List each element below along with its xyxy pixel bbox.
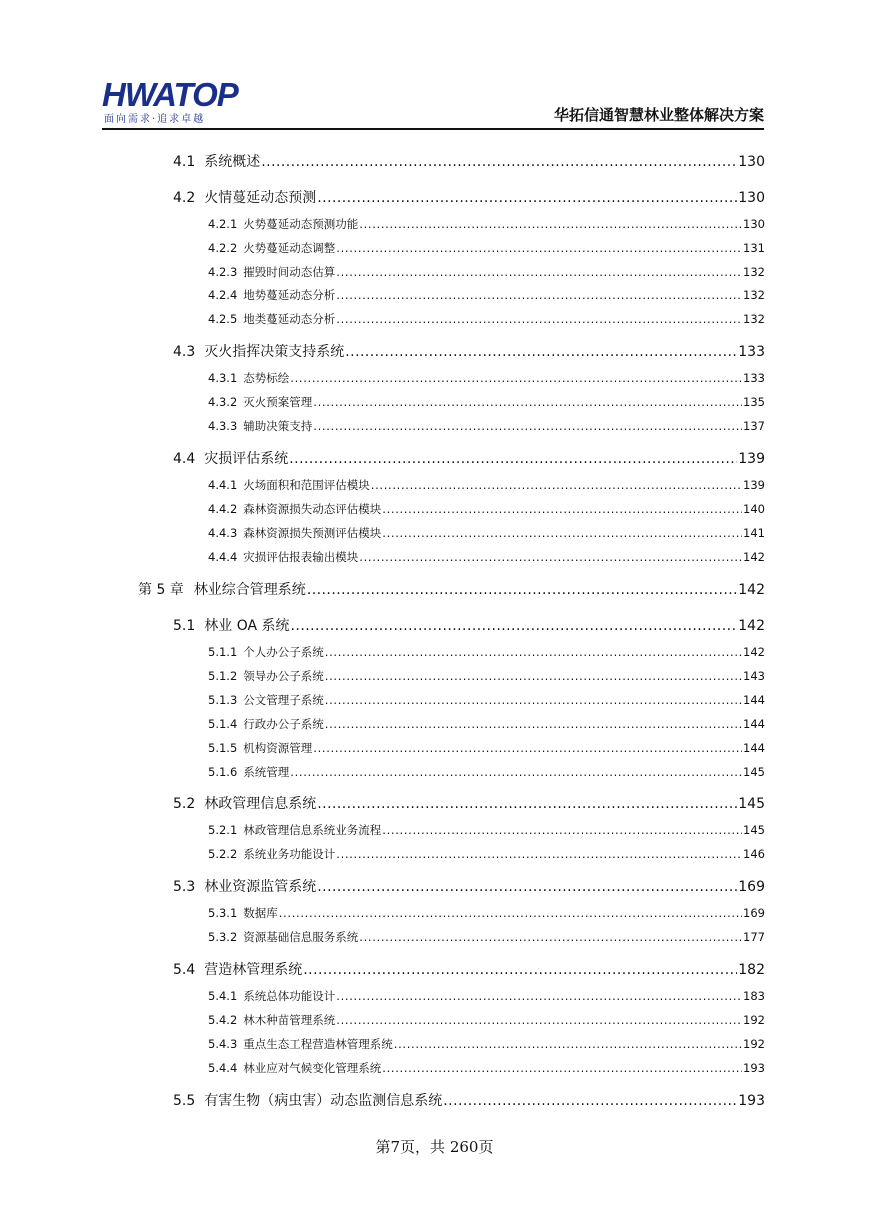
toc-entry-number: 4.2.4 [208,288,238,302]
toc-entry-title: 态势标绘 [243,371,290,385]
toc-dot-leader [325,717,742,731]
toc-entry-title: 系统总体功能设计 [243,989,336,1003]
document-title: 华拓信通智慧林业整体解决方案 [553,106,764,124]
toc-entry-page: 133 [738,344,765,360]
toc-entry[interactable] [173,187,765,207]
toc-entry-title: 个人办公子系统 [243,645,324,659]
toc-entry-number: 5.1.5 [208,741,238,755]
toc-entry-number: 5.2.2 [208,847,238,861]
toc-dot-leader [382,823,742,837]
page-footer: 第7页，共 260页 [375,1138,494,1156]
toc-entry-page: 133 [743,371,765,385]
toc-entry[interactable] [173,876,765,896]
toc-entry-title: 灭火指挥决策支持系统 [204,344,345,360]
toc-entry-title: 灾损评估系统 [204,451,289,467]
toc-dot-leader [313,741,742,755]
toc-entry-number: 4.2.3 [208,265,238,279]
toc-entry[interactable] [208,394,765,410]
toc-entry-number: 4.3.1 [208,371,238,385]
toc-entry-title: 林政管理信息系统业务流程 [243,823,382,837]
toc-dot-leader [325,693,742,707]
toc-dot-leader [290,765,742,779]
toc-entry-number: 4.2.5 [208,312,238,326]
toc-entry[interactable] [173,615,765,635]
toc-entry-title: 林政管理信息系统 [204,796,317,812]
toc-entry-number: 5.3.2 [208,930,238,944]
toc-dot-leader [279,906,742,920]
toc-entry-page: 140 [743,502,765,516]
toc-entry-page: 130 [738,190,765,206]
toc-entry-number: 5.1.6 [208,765,238,779]
toc-entry-title: 林业综合管理系统 [193,582,306,598]
toc-entry[interactable] [208,216,765,232]
toc-entry-number: 4.4.2 [208,502,238,516]
toc-dot-leader [382,526,742,540]
toc-dot-leader [336,312,742,326]
toc-dot-leader [336,265,742,279]
toc-entry-number: 第 5 章 [138,582,184,598]
toc-entry-number: 4.3 [173,344,196,360]
toc-entry-title: 火情蔓延动态预测 [204,190,317,206]
toc-dot-leader [382,502,742,516]
toc-entry-page: 145 [743,823,765,837]
toc-entry-title: 火场面积和范围评估模块 [243,478,370,492]
toc-entry[interactable] [208,418,765,434]
toc-entry-number: 5.4.1 [208,989,238,1003]
toc-entry-title: 林木种苗管理系统 [243,1013,336,1027]
toc-dot-leader [325,645,742,659]
toc-entry-title: 火势蔓延动态预测功能 [243,217,359,231]
toc-entry-page: 143 [743,669,765,683]
toc-entry-title: 资源基础信息服务系统 [243,930,359,944]
toc-entry[interactable] [208,287,765,303]
toc-entry[interactable] [208,1036,765,1052]
toc-entry-number: 4.3.2 [208,395,238,409]
toc-entry[interactable] [173,341,765,361]
toc-dot-leader [307,582,737,598]
toc-entry-number: 4.4.4 [208,550,238,564]
toc-entry[interactable] [208,740,765,756]
toc-entry-page: 192 [743,1037,765,1051]
toc-entry-number: 5.1 [173,618,196,634]
toc-entry-number: 5.4.4 [208,1061,238,1075]
toc-entry-page: 193 [743,1061,765,1075]
toc-entry[interactable] [173,959,765,979]
toc-entry-title: 重点生态工程营造林管理系统 [243,1037,393,1051]
toc-dot-leader [289,451,737,467]
toc-entry-page: 130 [743,217,765,231]
toc-entry-number: 4.4.3 [208,526,238,540]
toc-entry-number: 5.3.1 [208,906,238,920]
toc-entry[interactable] [173,448,765,468]
toc-entry-page: 131 [743,241,765,255]
toc-entry-number: 5.1.1 [208,645,238,659]
header-divider [102,128,764,130]
toc-entry-number: 5.4 [173,962,196,978]
toc-entry[interactable] [208,240,765,256]
toc-entry-number: 5.4.3 [208,1037,238,1051]
toc-entry-page: 142 [738,618,765,634]
toc-entry-page: 183 [743,989,765,1003]
logo-slogan: 面向需求·追求卓越 [104,114,206,125]
toc-entry-page: 137 [743,419,765,433]
toc-entry-page: 177 [743,930,765,944]
toc-entry[interactable] [208,988,765,1004]
toc-entry-page: 139 [743,478,765,492]
toc-entry-page: 135 [743,395,765,409]
toc-entry-page: 192 [743,1013,765,1027]
toc-entry[interactable] [208,477,765,493]
company-logo [102,76,238,125]
toc-entry-page: 145 [743,765,765,779]
toc-dot-leader [261,154,737,170]
toc-entry-number: 4.4.1 [208,478,238,492]
toc-dot-leader [345,344,737,360]
toc-entry-title: 领导办公子系统 [243,669,324,683]
toc-entry-title: 灭火预案管理 [243,395,313,409]
toc-dot-leader [359,930,742,944]
toc-entry[interactable] [208,644,765,660]
toc-entry-title: 地势蔓延动态分析 [243,288,336,302]
toc-entry[interactable] [138,579,765,599]
toc-dot-leader [317,190,737,206]
toc-entry-title: 系统管理 [243,765,290,779]
toc-entry-page: 141 [743,526,765,540]
toc-entry-page: 144 [743,741,765,755]
toc-entry-title: 森林资源损失预测评估模块 [243,526,382,540]
toc-entry-title: 公文管理子系统 [243,693,324,707]
toc-entry-title: 行政办公子系统 [243,717,324,731]
toc-entry-number: 4.2.1 [208,217,238,231]
toc-entry-number: 4.2.2 [208,241,238,255]
toc-entry-page: 132 [743,312,765,326]
toc-entry-title: 系统业务功能设计 [243,847,336,861]
toc-entry[interactable] [173,151,765,171]
toc-entry[interactable] [208,764,765,780]
toc-entry-number: 5.1.3 [208,693,238,707]
toc-entry-title: 系统概述 [204,154,261,170]
toc-entry-title: 森林资源损失动态评估模块 [243,502,382,516]
toc-entry-page: 144 [743,693,765,707]
toc-entry-page: 144 [743,717,765,731]
toc-entry[interactable] [208,846,765,862]
toc-dot-leader [313,419,742,433]
toc-entry-page: 130 [738,154,765,170]
toc-entry[interactable] [208,905,765,921]
toc-dot-leader [336,288,742,302]
toc-entry-number: 4.1 [173,154,196,170]
toc-entry-title: 林业资源监管系统 [204,879,317,895]
toc-dot-leader [291,618,738,634]
toc-dot-leader [371,478,742,492]
toc-entry-number: 5.2.1 [208,823,238,837]
toc-dot-leader [336,241,742,255]
toc-entry-number: 5.2 [173,796,196,812]
toc-dot-leader [382,1061,742,1075]
toc-entry[interactable] [208,370,765,386]
toc-entry[interactable] [208,264,765,280]
toc-entry-number: 5.1.4 [208,717,238,731]
toc-dot-leader [303,962,737,978]
toc-entry-page: 139 [738,451,765,467]
toc-entry-title: 地类蔓延动态分析 [243,312,336,326]
toc-dot-leader [359,217,742,231]
toc-entry-title: 机构资源管理 [243,741,313,755]
toc-entry-title: 林业应对气候变化管理系统 [243,1061,382,1075]
toc-dot-leader [359,550,742,564]
toc-entry[interactable] [208,549,765,565]
toc-dot-leader [290,371,742,385]
toc-entry-title: 摧毁时间动态估算 [243,265,336,279]
toc-entry-page: 146 [743,847,765,861]
toc-entry-page: 132 [743,288,765,302]
toc-entry-title: 数据库 [243,906,278,920]
toc-entry-number: 5.3 [173,879,196,895]
toc-entry[interactable] [208,668,765,684]
toc-entry-number: 5.4.2 [208,1013,238,1027]
toc-entry-page: 142 [738,582,765,598]
toc-entry-number: 4.4 [173,451,196,467]
toc-entry[interactable] [208,1060,765,1076]
toc-dot-leader [394,1037,742,1051]
toc-dot-leader [336,1013,742,1027]
toc-entry[interactable] [173,1090,765,1110]
toc-entry-number: 4.2 [173,190,196,206]
toc-entry-page: 169 [738,879,765,895]
toc-entry[interactable] [208,1012,765,1028]
toc-entry-page: 145 [738,796,765,812]
toc-entry[interactable] [208,929,765,945]
toc-entry[interactable] [208,501,765,517]
toc-dot-leader [443,1093,737,1109]
toc-entry-page: 193 [738,1093,765,1109]
toc-dot-leader [317,879,737,895]
toc-entry-number: 5.5 [173,1093,196,1109]
toc-entry-page: 182 [738,962,765,978]
toc-dot-leader [317,796,737,812]
logo-wordmark: HWATOP [102,76,238,113]
toc-entry-page: 132 [743,265,765,279]
toc-entry-page: 142 [743,645,765,659]
toc-entry-title: 营造林管理系统 [204,962,303,978]
toc-entry[interactable] [208,311,765,327]
toc-entry[interactable] [208,692,765,708]
toc-entry[interactable] [208,716,765,732]
toc-entry-title: 有害生物（病虫害）动态监测信息系统 [204,1093,443,1109]
toc-entry-title: 灾损评估报表输出模块 [243,550,359,564]
toc-entry-number: 5.1.2 [208,669,238,683]
toc-entry-title: 辅助决策支持 [243,419,313,433]
toc-entry-title: 火势蔓延动态调整 [243,241,336,255]
toc-entry[interactable] [208,525,765,541]
toc-entry[interactable] [208,822,765,838]
toc-entry-number: 4.3.3 [208,419,238,433]
toc-dot-leader [336,847,742,861]
toc-dot-leader [336,989,742,1003]
toc-entry-page: 169 [743,906,765,920]
toc-entry-page: 142 [743,550,765,564]
toc-entry-title: 林业 OA 系统 [204,618,290,634]
toc-dot-leader [313,395,742,409]
toc-dot-leader [325,669,742,683]
toc-entry[interactable] [173,793,765,813]
